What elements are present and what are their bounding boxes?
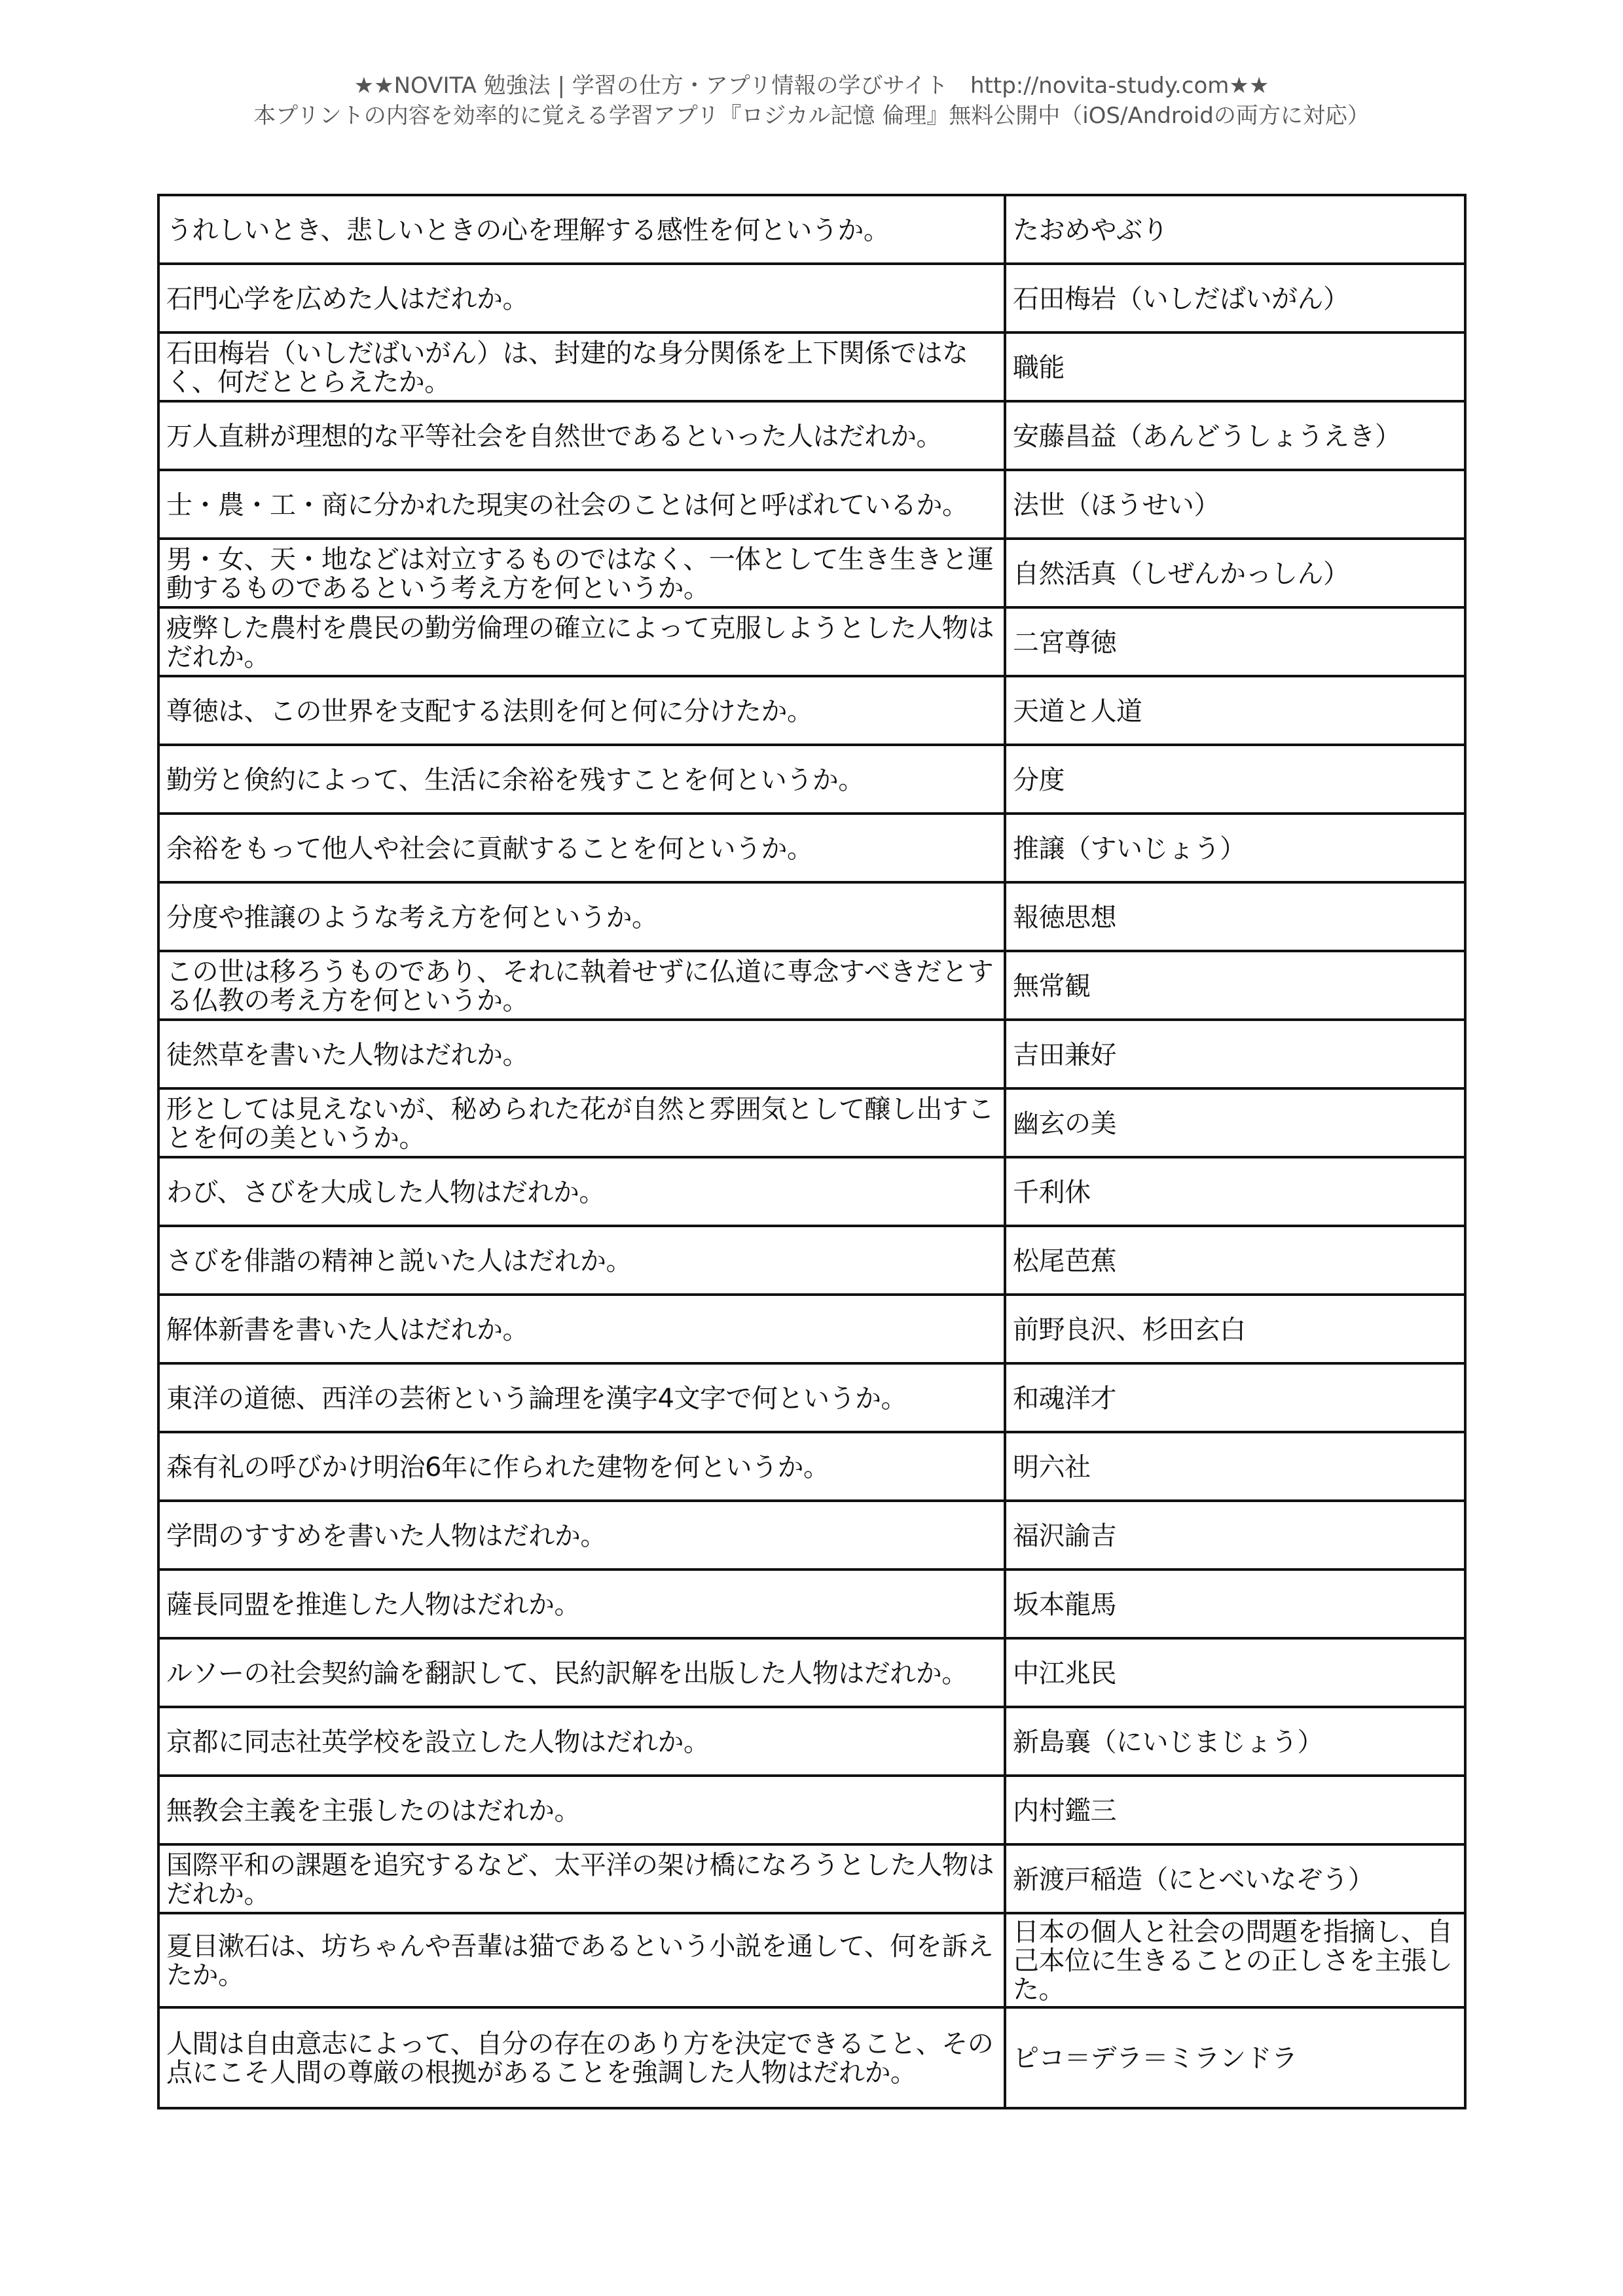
question-cell: 夏目漱石は、坊ちゃんや吾輩は猫であるという小説を通して、何を訴えたか。 [158,1913,1005,2007]
table-row [158,1570,1465,1638]
answer-cell: 推譲（すいじょう） [1005,814,1465,882]
question-cell: 無教会主義を主張したのはだれか。 [158,1776,1005,1844]
question-cell: 疲弊した農村を農民の勤労倫理の確立によって克服しようとした人物はだれか。 [158,607,1005,676]
question-cell: 徒然草を書いた人物はだれか。 [158,1020,1005,1088]
answer-cell: 新島襄（にいじまじょう） [1005,1707,1465,1776]
question-cell: さびを俳諧の精神と説いた人はだれか。 [158,1226,1005,1295]
table-row [158,1913,1465,2007]
table-row [158,539,1465,607]
question-cell: ルソーの社会契約論を翻訳して、民約訳解を出版した人物はだれか。 [158,1638,1005,1707]
question-cell: 男・女、天・地などは対立するものではなく、一体として生き生きと運動するものであるという考え方を何というか。 [158,539,1005,607]
table-row [158,2007,1465,2108]
answer-cell: 安藤昌益（あんどうしょうえき） [1005,401,1465,470]
question-cell: 学問のすすめを書いた人物はだれか。 [158,1501,1005,1570]
answer-cell: 無常観 [1005,951,1465,1020]
answer-cell: 二宮尊徳 [1005,607,1465,676]
table-row [158,1638,1465,1707]
table-row [158,882,1465,951]
answer-cell: 自然活真（しぜんかっしん） [1005,539,1465,607]
answer-cell: 分度 [1005,745,1465,814]
answer-cell: 新渡戸稲造（にとべいなぞう） [1005,1844,1465,1913]
answer-cell: 内村鑑三 [1005,1776,1465,1844]
question-cell: 森有礼の呼びかけ明治6年に作られた建物を何というか。 [158,1432,1005,1501]
answer-cell: 明六社 [1005,1432,1465,1501]
question-cell: 尊徳は、この世界を支配する法則を何と何に分けたか。 [158,676,1005,745]
table-row [158,332,1465,401]
table-row [158,1088,1465,1157]
answer-cell: 幽玄の美 [1005,1088,1465,1157]
table-row [158,814,1465,882]
table-row [158,607,1465,676]
question-cell: 分度や推譲のような考え方を何というか。 [158,882,1005,951]
question-cell: 石田梅岩（いしだばいがん）は、封建的な身分関係を上下関係ではなく、何だととらえたか。 [158,332,1005,401]
answer-cell: 和魂洋才 [1005,1363,1465,1432]
table-row [158,676,1465,745]
question-cell: 士・農・工・商に分かれた現実の社会のことは何と呼ばれているか。 [158,470,1005,539]
table-row [158,401,1465,470]
table-row [158,951,1465,1020]
header-app-line: 本プリントの内容を効率的に覚える学習アプリ『ロジカル記憶 倫理』無料公開中（iOS/Androidの両方に対応） [253,103,1370,129]
answer-cell: 職能 [1005,332,1465,401]
page-header [0,71,1623,131]
question-cell: 国際平和の課題を追究するなど、太平洋の架け橋になろうとした人物はだれか。 [158,1844,1005,1913]
table-row [158,1157,1465,1226]
question-cell: 勤労と倹約によって、生活に余裕を残すことを何というか。 [158,745,1005,814]
answer-cell: 福沢諭吉 [1005,1501,1465,1570]
answer-cell: 坂本龍馬 [1005,1570,1465,1638]
answer-cell: 松尾芭蕉 [1005,1226,1465,1295]
table-row [158,1844,1465,1913]
question-cell: 京都に同志社英学校を設立した人物はだれか。 [158,1707,1005,1776]
answer-cell: 法世（ほうせい） [1005,470,1465,539]
answer-cell: 中江兆民 [1005,1638,1465,1707]
question-cell: うれしいとき、悲しいときの心を理解する感性を何というか。 [158,195,1005,264]
table-row [158,1020,1465,1088]
answer-cell: 石田梅岩（いしだばいがん） [1005,264,1465,332]
answer-cell: 日本の個人と社会の問題を指摘し、自己本位に生きることの正しさを主張した。 [1005,1913,1465,2007]
question-cell: 形としては見えないが、秘められた花が自然と雰囲気として醸し出すことを何の美というか。 [158,1088,1005,1157]
answer-cell: 前野良沢、杉田玄白 [1005,1295,1465,1363]
table-row [158,264,1465,332]
table-row [158,195,1465,264]
answer-cell: 吉田兼好 [1005,1020,1465,1088]
question-cell: 解体新書を書いた人はだれか。 [158,1295,1005,1363]
table-row [158,1707,1465,1776]
question-cell: 石門心学を広めた人はだれか。 [158,264,1005,332]
question-cell: 東洋の道徳、西洋の芸術という論理を漢字4文字で何というか。 [158,1363,1005,1432]
qa-table [157,194,1467,2109]
header-site-line: ★★NOVITA 勉強法 | 学習の仕方・アプリ情報の学びサイト http://novita-study.com★★ [354,73,1269,99]
table-row [158,1226,1465,1295]
table-row [158,1776,1465,1844]
question-cell: 余裕をもって他人や社会に貢献することを何というか。 [158,814,1005,882]
table-row [158,1295,1465,1363]
question-cell: 人間は自由意志によって、自分の存在のあり方を決定できること、その点にこそ人間の尊厳の根拠があることを強調した人物はだれか。 [158,2007,1005,2108]
answer-cell: たおめやぶり [1005,195,1465,264]
answer-cell: 千利休 [1005,1157,1465,1226]
table-row [158,470,1465,539]
question-cell: この世は移ろうものであり、それに執着せずに仏道に専念すべきだとする仏教の考え方を何というか。 [158,951,1005,1020]
question-cell: 万人直耕が理想的な平等社会を自然世であるといった人はだれか。 [158,401,1005,470]
question-cell: わび、さびを大成した人物はだれか。 [158,1157,1005,1226]
answer-cell: ピコ＝デラ＝ミランドラ [1005,2007,1465,2108]
table-row [158,1501,1465,1570]
table-row [158,1432,1465,1501]
question-cell: 薩長同盟を推進した人物はだれか。 [158,1570,1005,1638]
table-row [158,745,1465,814]
answer-cell: 報徳思想 [1005,882,1465,951]
answer-cell: 天道と人道 [1005,676,1465,745]
table-row [158,1363,1465,1432]
